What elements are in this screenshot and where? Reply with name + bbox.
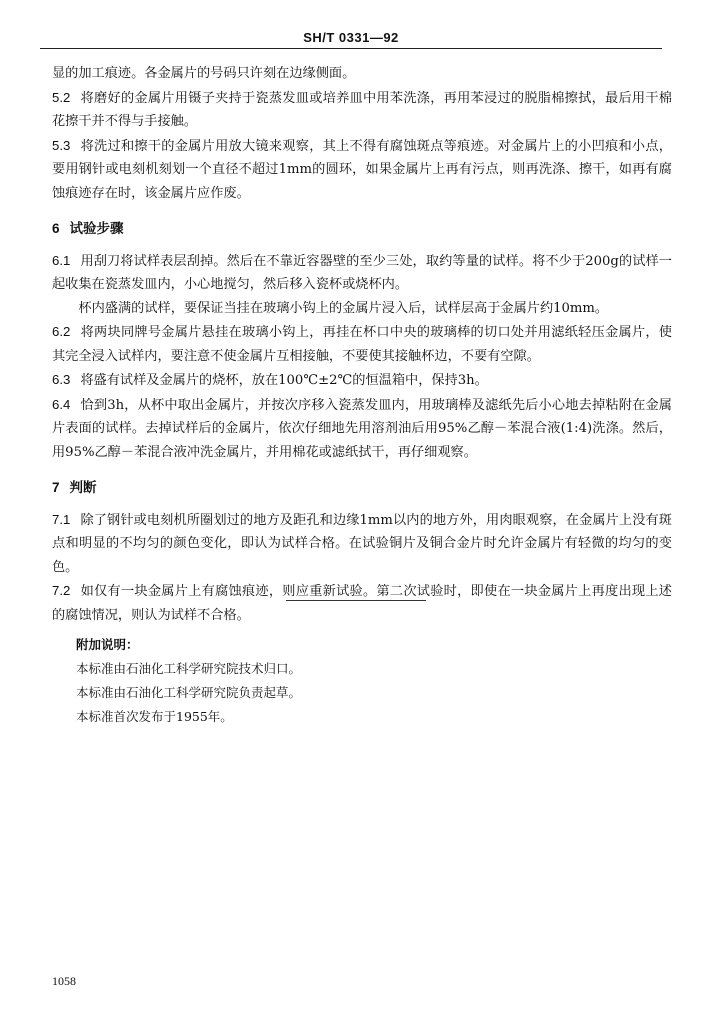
clause-number: 5.2 [52,89,71,105]
page-number: 1058 [52,974,76,988]
clause-number: 6.2 [52,324,71,339]
clause-6-4 [52,393,672,465]
note-line: 本标准由石油化工科学研究院技术归口。 [76,661,302,676]
end-of-text-rule [286,600,426,601]
clause-text: 将磨好的金属片用镊子夹持于瓷蒸发皿或培养皿中用苯洗涤，再用苯浸过的脱脂棉擦拭，最后用干棉花擦干并不得与手接触。 [52,90,672,129]
clause-5-2 [52,86,672,134]
clause-text: 用刮刀将试样表层刮掉。然后在不靠近容器壁的至少三处，取约等量的试样。将不少于200g的试样一起收集在瓷蒸发皿内，小心地搅匀，然后移入瓷杯或烧杯内。 [52,253,672,292]
document-body [52,62,672,627]
document-header [0,30,702,45]
clause-text: 将洗过和擦干的金属片用放大镜来观察，其上不得有腐蚀斑点等痕迹。对金属片上的小凹痕和小点，要用钢针或电刻机刻划一个直径不超过1mm的圆环，如果金属片上再有污点，则再洗涤、擦干，如再有腐蚀痕迹存在时，该金属片应作废。 [52,138,672,201]
section-number: 7 [52,480,60,495]
section-title: 试验步骤 [69,221,124,236]
note-line: 本标准由石油化工科学研究院负责起草。 [76,685,302,700]
notes-title: 附加说明： [76,637,139,652]
clause-6-2 [52,320,672,368]
clause-6-1 [52,249,672,297]
clause-number: 7.2 [52,583,71,598]
clause-text: 将两块同牌号金属片悬挂在玻璃小钩上，再挂在杯口中央的玻璃棒的切口处并用滤纸轻压金属片，使其完全浸入试样内，要注意不使金属片互相接触，不要使其接触杯边，不要有空隙。 [52,325,672,364]
section-number: 6 [52,221,60,236]
header-divider [40,48,662,49]
note-line: 本标准首次发布于1955年。 [76,709,233,724]
clause-text: 将盛有试样及金属片的烧杯，放在100℃±2℃的恒温箱中，保持3h。 [80,373,488,388]
clause-text: 恰到3h，从杯中取出金属片，并按次序移入瓷蒸发皿内，用玻璃棒及滤纸先后小心地去掉粘附在金属片表面的试样。去掉试样后的金属片，依次仔细地先用溶剂油后用95%乙醇－苯混合液(1:4)洗涤。然后，用95%乙醇－苯混合液冲洗金属片，并用棉花或滤纸拭干，再仔细观察。 [52,397,672,460]
clause-number: 6.3 [52,372,71,387]
clause-text: 除了钢针或电刻机所圈划过的地方及距孔和边缘1mm以内的地方外，用肉眼观察，在金属片上没有斑点和明显的不均匀的颜色变化，即认为试样合格。在试验铜片及铜合金片时允许金属片有轻微的均匀的变色。 [52,512,672,575]
clause-number: 7.1 [52,511,71,527]
clause-number: 6.1 [52,252,71,268]
clause-7-1 [52,508,672,580]
additional-notes [76,633,301,729]
section-title: 判断 [69,480,97,495]
clause-number: 6.4 [52,396,71,412]
clause-6-1-continued: 杯内盛满的试样，要保证当挂在玻璃小钩上的金属片浸入后，试样层高于金属片约10mm。 [78,300,609,316]
clause-5-3 [52,134,672,206]
clause-number: 5.3 [52,137,71,153]
section-heading-7 [52,476,672,500]
clause-7-2 [52,579,672,627]
section-heading-6 [52,217,672,241]
section-5-tail: 显的加工痕迹。各金属片的号码只许刻在边缘侧面。 [52,66,356,81]
clause-6-3 [52,368,672,393]
doc-code: SH/T 0331—92 [303,30,399,45]
clause-text: 如仅有一块金属片上有腐蚀痕迹，则应重新试验。第二次试验时，即使在一块金属片上再度出现上述的腐蚀情况，则认为试样不合格。 [52,584,672,623]
